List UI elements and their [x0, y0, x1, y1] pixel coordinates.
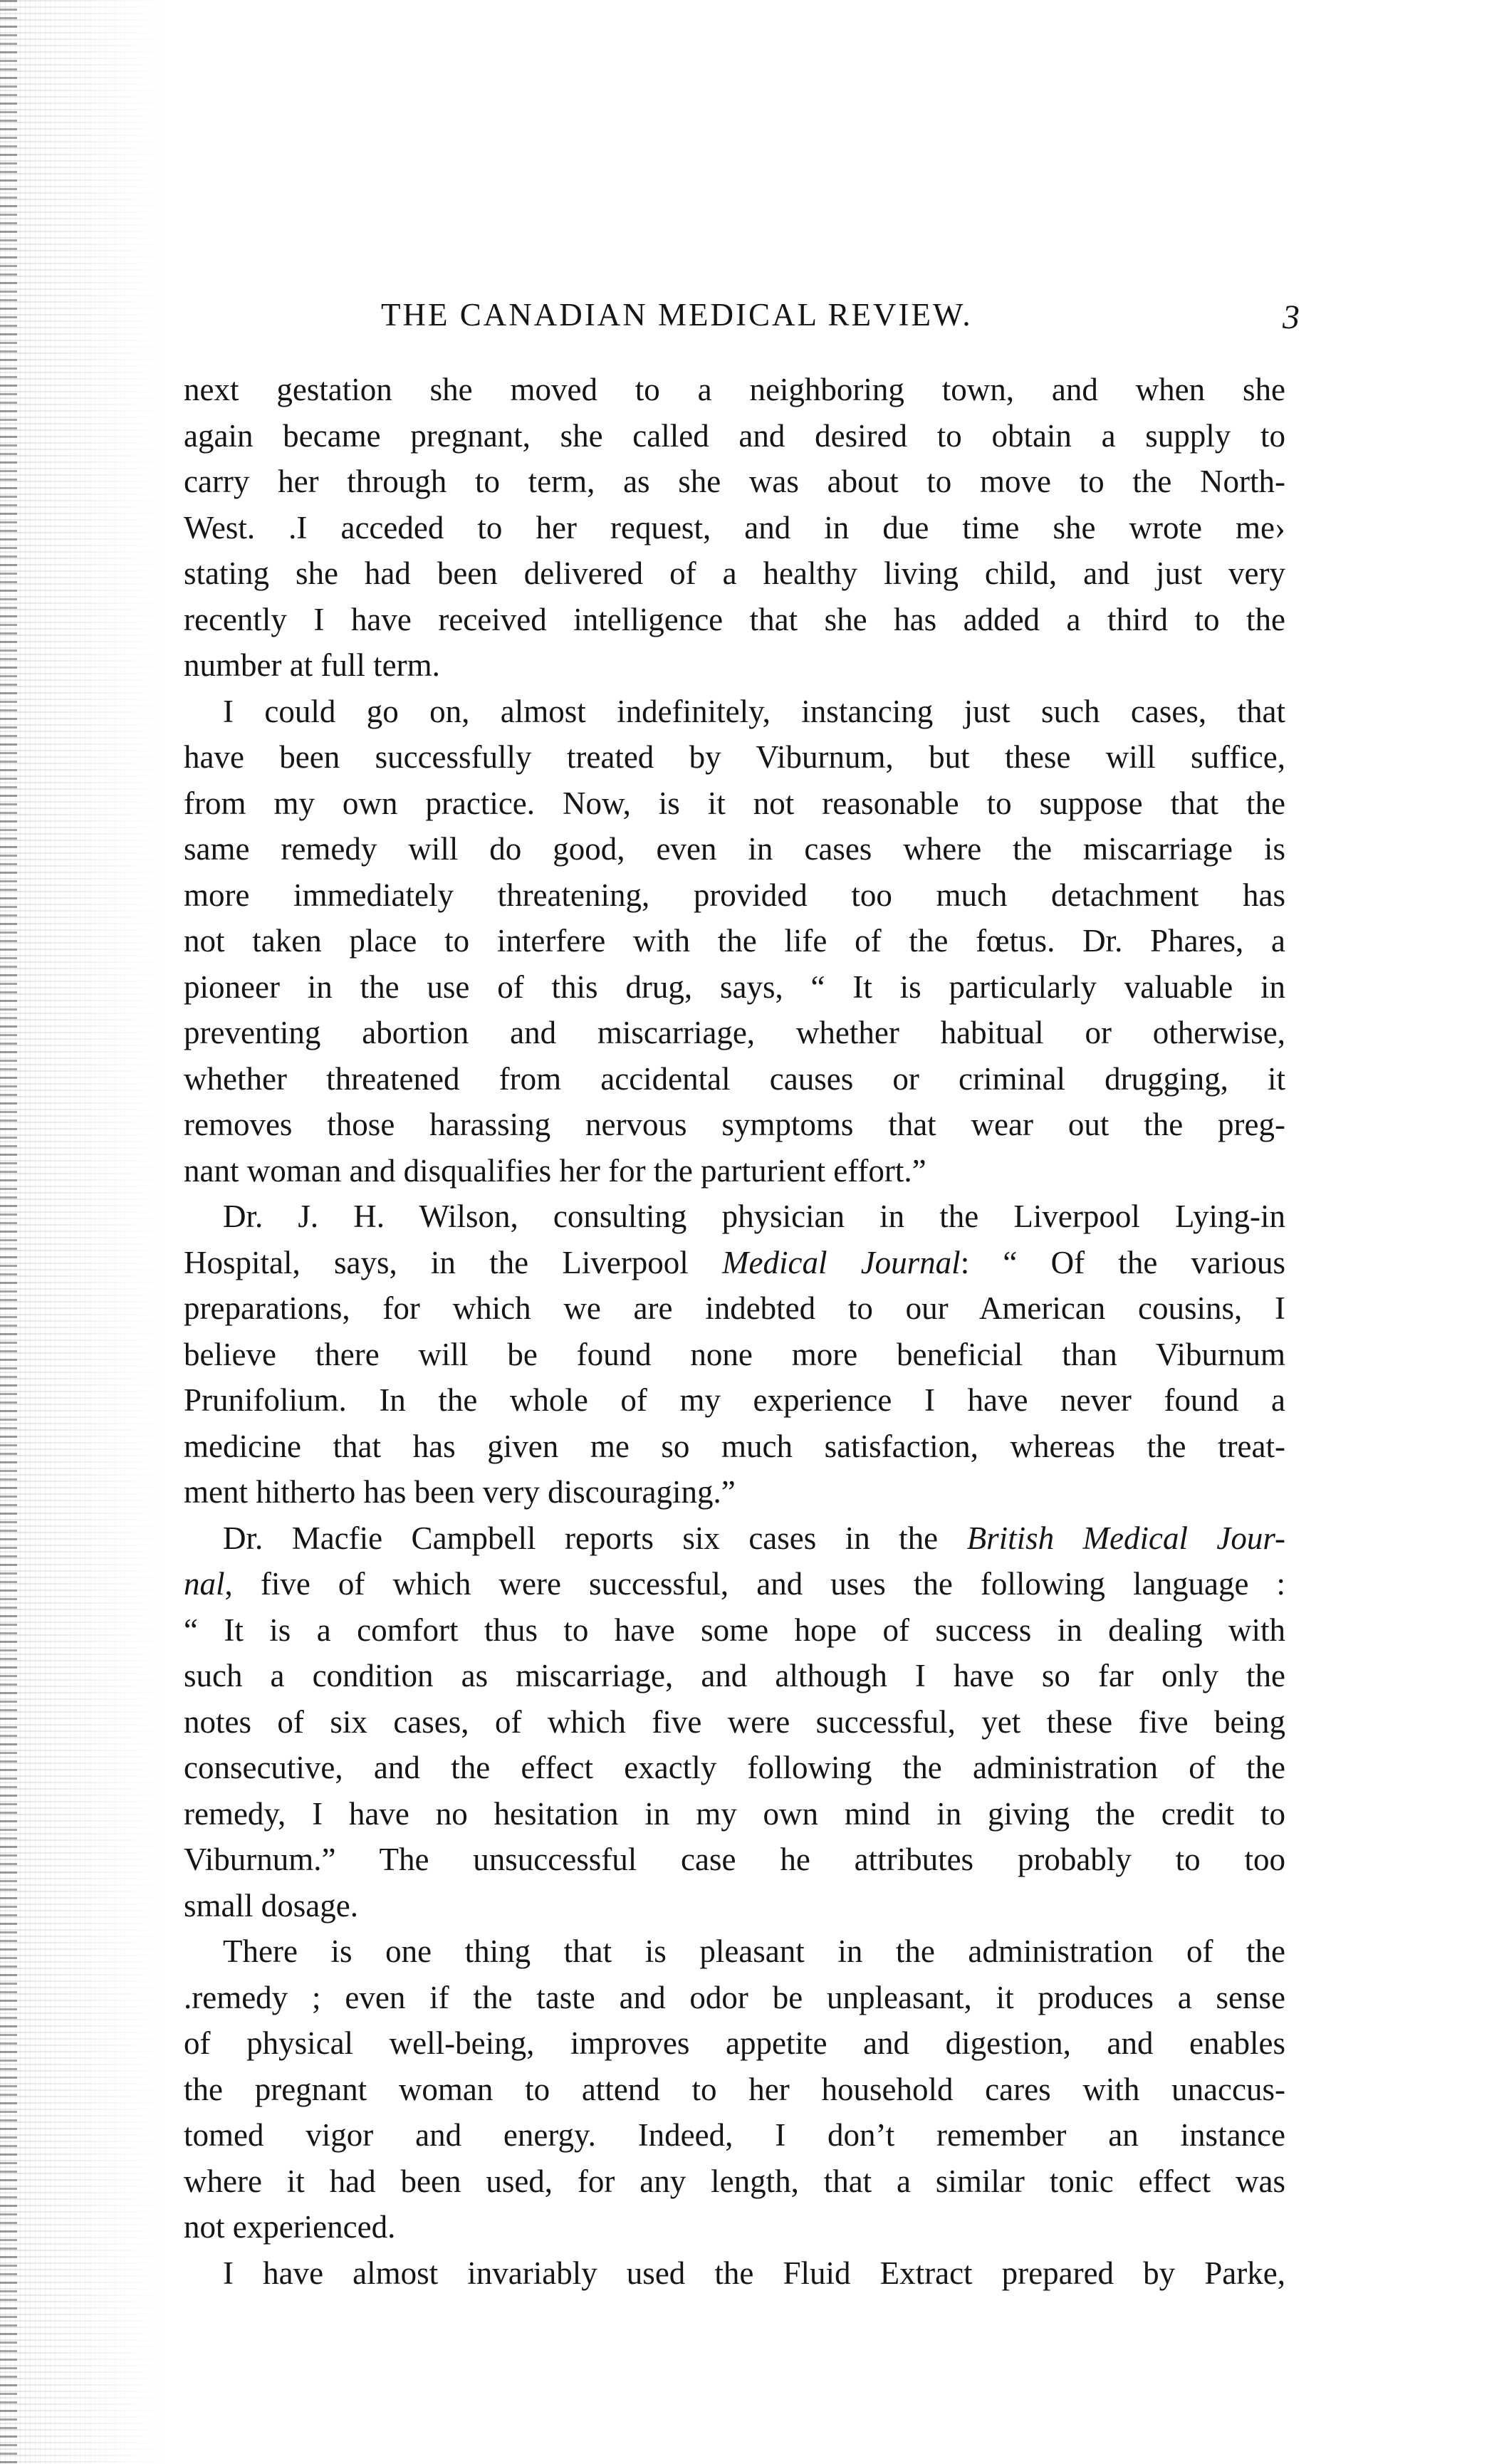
running-head: THE CANADIAN MEDICAL REVIEW.: [381, 297, 973, 333]
text-line-with-italic: [184, 1561, 1285, 1607]
journal-title: Medical Journal: [722, 1244, 961, 1280]
text-line: I have almost invariably used the Fluid Extract prepared by Parke,: [223, 2255, 1285, 2291]
text-line: West. .I acceded to her request, and in due time she wrote me›: [184, 509, 1285, 545]
text-line: .remedy ; even if the taste and odor be unpleasant, it produces a sense: [184, 1979, 1285, 2015]
text-run: Dr. Macfie Campbell reports six cases in the: [223, 1520, 967, 1556]
text-run: , five of which were successful, and uses the following language :: [224, 1566, 1285, 1602]
body-text: [184, 367, 1285, 2296]
text-line: pioneer in the use of this drug, says, “ It is particularly valuable in: [184, 969, 1285, 1005]
book-binding-edge: [0, 0, 17, 2464]
page-header: [381, 293, 1300, 336]
text-line: removes those harassing nervous symptoms that wear out the preg-: [184, 1107, 1285, 1142]
text-line: notes of six cases, of which five were successful, yet these five being: [184, 1703, 1285, 1740]
text-line: “ It is a comfort thus to have some hope of success in dealing with: [184, 1612, 1285, 1648]
text-line: preparations, for which we are indebted to our American cousins, I: [184, 1290, 1285, 1326]
text-line: whether threatened from accidental causes or criminal drugging, it: [184, 1060, 1285, 1097]
text-line: of physical well-being, improves appetite and digestion, and enables: [184, 2025, 1285, 2061]
text-line: Viburnum.” The unsuccessful case he attributes probably to too: [184, 1842, 1285, 1877]
text-line: Dr. J. H. Wilson, consulting physician in the Liverpool Lying-in: [223, 1199, 1285, 1234]
text-line: small dosage.: [184, 1887, 358, 1923]
text-line: preventing abortion and miscarriage, whether habitual or otherwise,: [184, 1015, 1285, 1050]
text-line: stating she had been delivered of a healthy living child, and just very: [184, 555, 1285, 591]
text-line: next gestation she moved to a neighboring town, and when she: [184, 372, 1285, 407]
text-line-with-italic: [184, 1240, 1285, 1286]
text-line: have been successfully treated by Viburnum, but these will suffice,: [184, 739, 1285, 775]
text-line: recently I have received intelligence that she has added a third to the: [184, 601, 1285, 637]
text-line: same remedy will do good, even in cases where the miscarriage is: [184, 831, 1285, 867]
text-line: ment hitherto has been very discouraging.”: [184, 1474, 736, 1510]
text-line: consecutive, and the effect exactly following the administration of the: [184, 1750, 1285, 1785]
text-line: remedy, I have no hesitation in my own mind in giving the credit to: [184, 1795, 1285, 1832]
book-spine-shadow: [0, 0, 164, 2464]
text-line: medicine that has given me so much satisfaction, whereas the treat-: [184, 1428, 1285, 1464]
text-line: I could go on, almost indefinitely, instancing just such cases, that: [223, 693, 1285, 729]
text-line: number at full term.: [184, 647, 440, 683]
text-line: carry her through to term, as she was about to move to the North-: [184, 464, 1285, 499]
text-line: There is one thing that is pleasant in the administration of the: [223, 1933, 1285, 1969]
text-line: such a condition as miscarriage, and although I have so far only the: [184, 1658, 1285, 1693]
text-line: again became pregnant, she called and desired to obtain a supply to: [184, 417, 1285, 454]
text-run: : “ Of the various: [960, 1244, 1285, 1280]
text-line: not experienced.: [184, 2209, 396, 2245]
text-line-with-italic: [184, 1515, 1285, 1562]
text-line: more immediately threatening, provided too much detachment has: [184, 877, 1285, 913]
text-line: where it had been used, for any length, that a similar tonic effect was: [184, 2163, 1285, 2199]
text-line: tomed vigor and energy. Indeed, I don’t remember an instance: [184, 2117, 1285, 2153]
text-run: Hospital, says, in the Liverpool: [184, 1244, 723, 1280]
journal-title: British Medical Jour-: [966, 1520, 1285, 1556]
text-line: from my own practice. Now, is it not reasonable to suppose that the: [184, 785, 1285, 821]
text-line: nant woman and disqualifies her for the parturient effort.”: [184, 1152, 926, 1189]
text-line: Prunifolium. In the whole of my experience I have never found a: [184, 1382, 1285, 1418]
journal-title: nal: [184, 1566, 225, 1602]
page-number: 3: [1283, 298, 1300, 336]
text-line: the pregnant woman to attend to her household cares with unaccus-: [184, 2071, 1285, 2107]
text-line: not taken place to interfere with the life of the fœtus. Dr. Phares, a: [184, 923, 1285, 959]
text-line: believe there will be found none more beneficial than Viburnum: [184, 1336, 1285, 1372]
